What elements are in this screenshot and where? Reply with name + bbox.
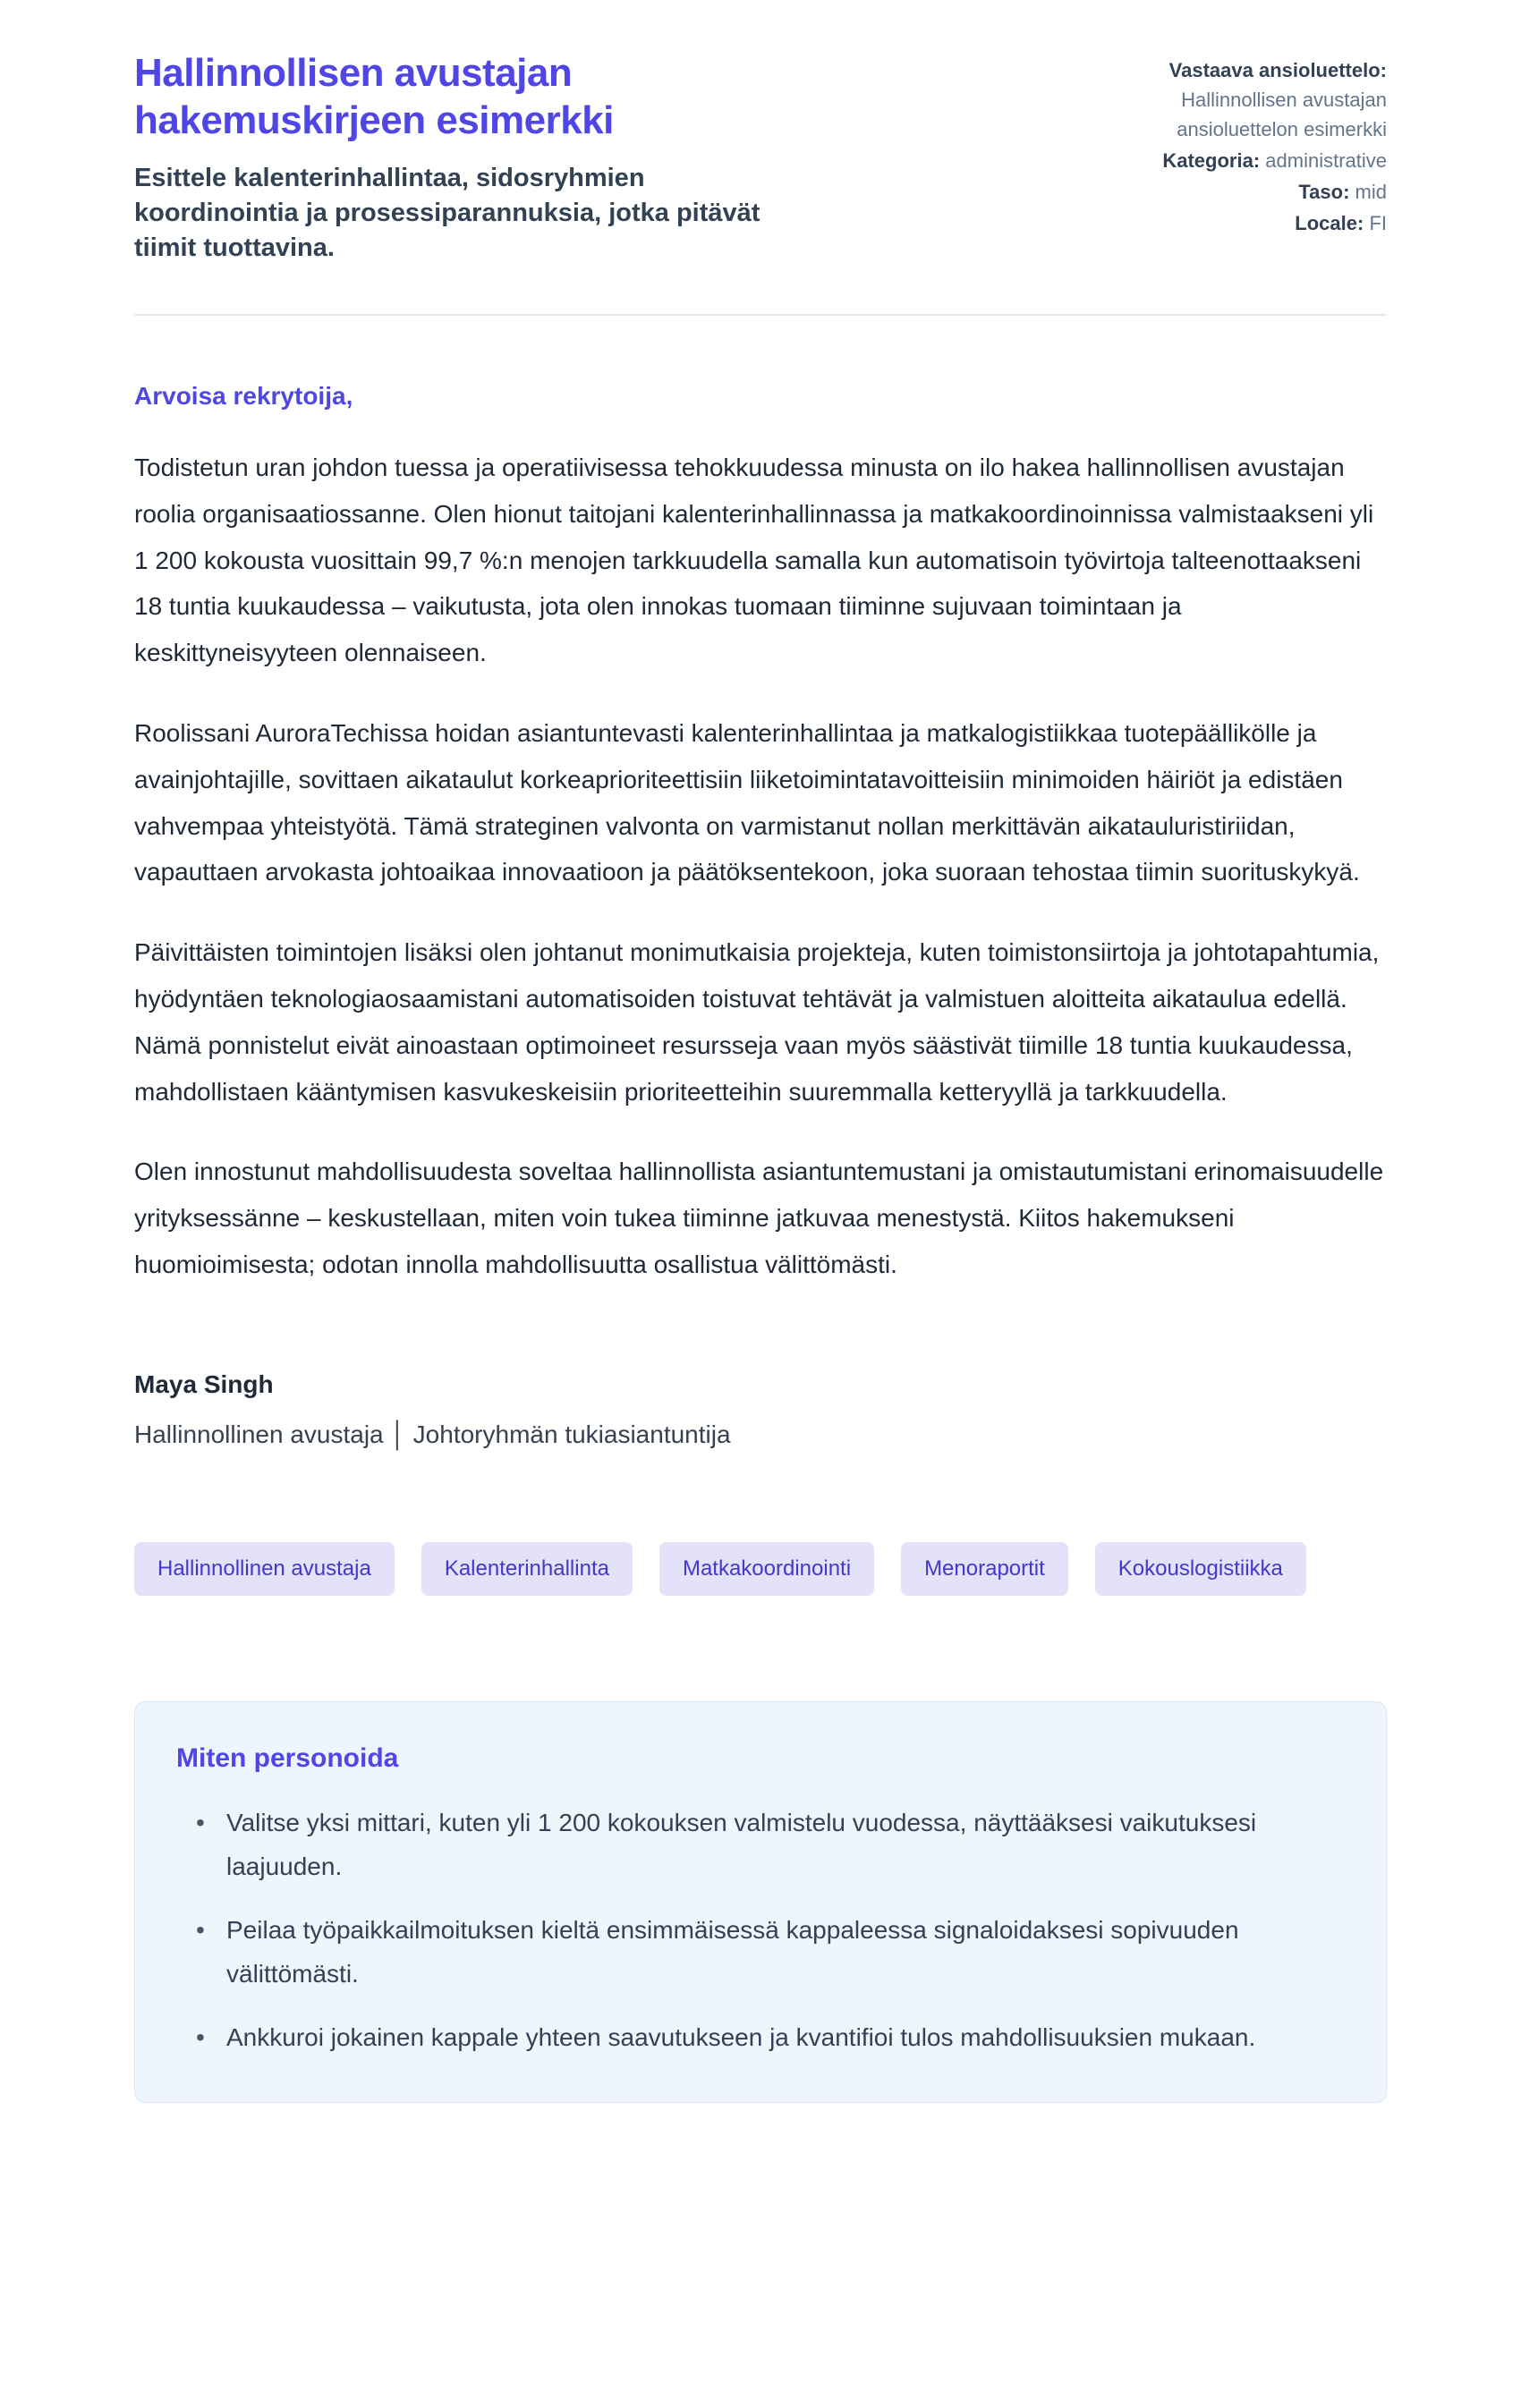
- header-left: [134, 50, 760, 266]
- meta-level-value: mid: [1355, 181, 1387, 203]
- meta-category-label: Kategoria:: [1162, 149, 1261, 172]
- tip-item: • Ankkuroi jokainen kappale yhteen saavutukseen ja kvantifioi tulos mahdollisuuksien mukaan.: [196, 2015, 1305, 2059]
- greeting: Arvoisa rekrytoija,: [134, 382, 353, 411]
- tip-item: • Peilaa työpaikkailmoituksen kieltä ensimmäisessä kappaleessa signaloidaksesi sopivuuden välittömästi.: [196, 1908, 1305, 1996]
- tips-title: Miten personoida: [176, 1742, 399, 1773]
- page-title: Hallinnollisen avustajan hakemuskirjeen esimerkki: [134, 51, 614, 142]
- tag-chip[interactable]: Kalenterinhallinta: [421, 1542, 633, 1596]
- meta-row-category: [1109, 146, 1387, 175]
- meta-resume-value: Hallinnollisen avustajan ansioluettelon esimerkki: [1177, 89, 1387, 140]
- signature-name: Maya Singh: [134, 1369, 274, 1398]
- meta-level-label: Taso:: [1298, 181, 1350, 203]
- letter-body: [134, 382, 1387, 1449]
- meta-row-level: [1109, 177, 1387, 207]
- meta-category-value: administrative: [1265, 149, 1387, 172]
- page-subtitle: Esittele kalenterinhallintaa, sidosryhmien koordinointia ja prosessiparannuksia, jotka pitävät tiimit tuottavina.: [134, 163, 760, 262]
- meta-row-resume: [1109, 55, 1387, 144]
- letter-paragraph: Päivittäisten toimintojen lisäksi olen johtanut monimutkaisia projekteja, kuten toimistonsiirtoja ja johtotapahtumia, hyödyntäen teknologiaosaamistani automatisoiden toistuvat tehtävät ja valmistuen aloitteita aikataulua edellä. Nämä ponnistelut eivät ainoastaan optimoineet resursseja vaan myös säästivät tiimille 18 tuntia kuukaudessa, mahdollistaen kääntymisen kasvukeskeisiin prioriteetteihin suuremmalla ketteryyllä ja tarkkuudella.: [134, 938, 1380, 1106]
- meta-row-locale: [1109, 208, 1387, 238]
- tag-chip[interactable]: Menoraportit: [901, 1542, 1068, 1596]
- letter-paragraph: Olen innostunut mahdollisuudesta soveltaa hallinnollista asiantuntemustani ja omistautumistani erinomaisuudelle yrityksessänne – keskustellaan, miten voin tukea tiiminne jatkuvaa menestystä. Kiitos hakemukseni huomioimisesta; odotan innolla mahdollisuutta osallistua välittömästi.: [134, 1157, 1384, 1278]
- meta-panel: [1109, 50, 1387, 240]
- tag-chip[interactable]: Hallinnollinen avustaja: [134, 1542, 395, 1596]
- meta-locale-value: FI: [1369, 212, 1387, 234]
- tag-list: [134, 1542, 1387, 1596]
- signature-title: Hallinnollinen avustaja │ Johtoryhmän tukiasiantuntija: [134, 1420, 731, 1448]
- letter-paragraph: Roolissani AuroraTechissa hoidan asiantuntevasti kalenterinhallintaa ja matkalogistiikkaa tuotepäällikölle ja avainjohtajille, sovittaen aikataulut korkeaprioriteettisiin liiketoimintatavoitteisiin minimoiden häiriöt ja edistäen vahvempaa yhteistyötä. Tämä strateginen valvonta on varmistanut nollan merkittävän aikatauluristiriidan, vapauttaen arvokasta johtoaikaa innovaatioon ja päätöksentekoon, joka suoraan tehostaa tiimin suorituskykyä.: [134, 719, 1360, 886]
- tag-chip[interactable]: Kokouslogistiikka: [1095, 1542, 1306, 1596]
- tip-item: • Valitse yksi mittari, kuten yli 1 200 kokouksen valmistelu vuodessa, näyttääksesi vaikutuksesi laajuuden.: [196, 1801, 1305, 1888]
- tips-list: [176, 1801, 1336, 2059]
- header: [134, 50, 1387, 266]
- tag-chip[interactable]: Matkakoordinointi: [659, 1542, 874, 1596]
- letter-paragraph: Todistetun uran johdon tuessa ja operatiivisessa tehokkuudessa minusta on ilo hakea hallinnollisen avustajan roolia organisaatiossanne. Olen hionut taitojani kalenterinhallinnassa ja matkakoordinoinnissa valmistaakseni yli 1 200 kokousta vuosittain 99,7 %:n menojen tarkkuudella samalla kun automatisoin työvirtoja talteenottaakseni 18 tuntia kuukaudessa – vaikutusta, jota olen innokas tuomaan tiiminne sujuvaan toimintaan ja keskittyneisyyteen olennaiseen.: [134, 454, 1374, 667]
- meta-locale-label: Locale:: [1295, 212, 1364, 234]
- meta-resume-label: Vastaava ansioluettelo:: [1168, 59, 1387, 81]
- divider: [134, 314, 1387, 316]
- tips-panel: [134, 1701, 1387, 2103]
